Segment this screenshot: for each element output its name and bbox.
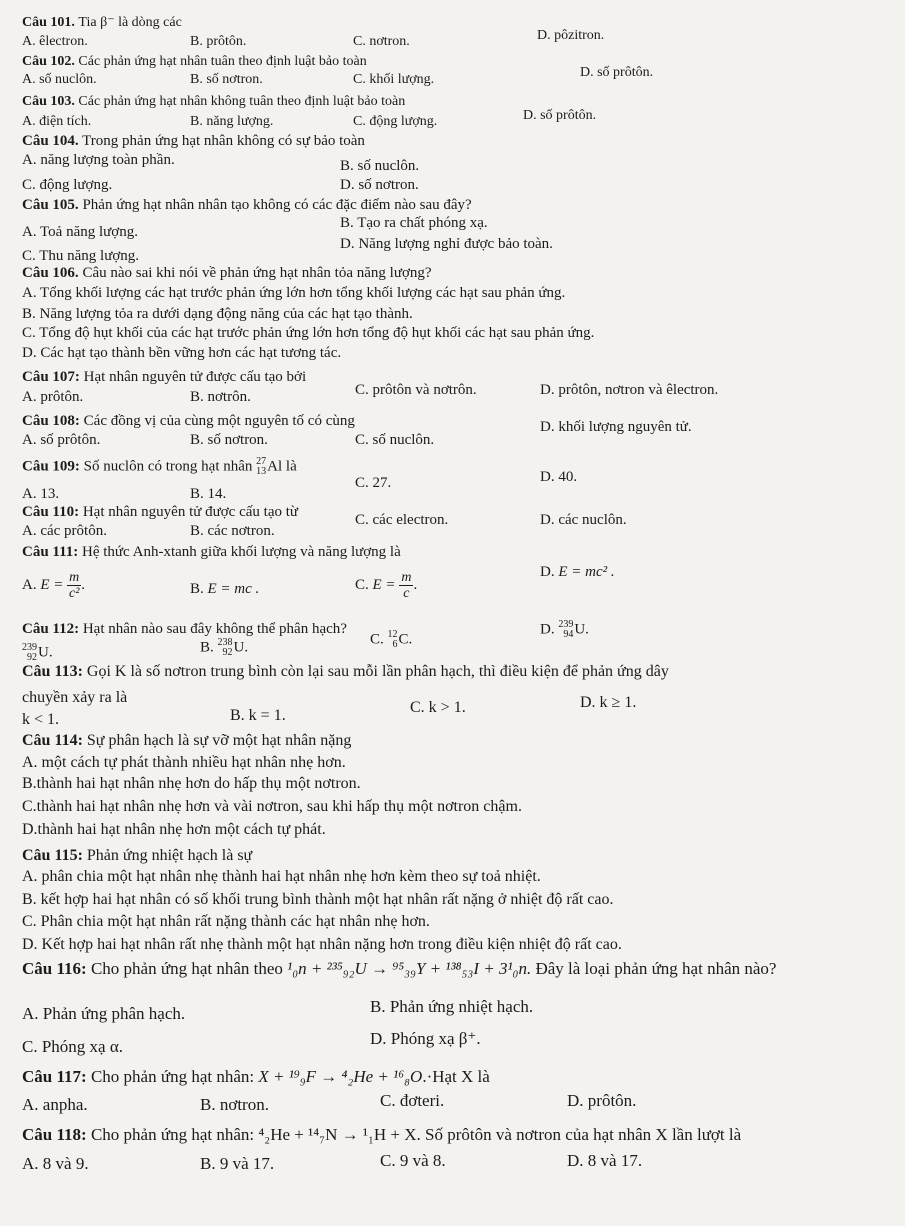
q101-option-d: D. pôzitron. bbox=[537, 28, 605, 43]
q110-option-b: B. các nơtron. bbox=[190, 523, 275, 539]
q115-option-b: B. kết hợp hai hạt nhân có số khối trung bình thành một hạt nhân rất nặng ở nhiệt độ rất cao. bbox=[22, 891, 614, 908]
q114-stem: Câu 114: Sự phân hạch là sự vỡ một hạt nhân nặng bbox=[22, 732, 352, 749]
q101-option-a: A. êlectron. bbox=[22, 34, 88, 49]
q118-equation: ⁴₂He + ¹⁴₇N → ¹₁H + X bbox=[258, 1125, 417, 1144]
q112-stem: Câu 112: Hạt nhân nào sau đây không thể phân hạch? bbox=[22, 621, 347, 637]
q108-stem: Câu 108: Các đồng vị của cùng một nguyên tố có cùng bbox=[22, 413, 355, 429]
q102-option-c: C. khối lượng. bbox=[353, 72, 435, 87]
q113-option-b: B. k = 1. bbox=[230, 707, 286, 724]
q115-option-a: A. phân chia một hạt nhân nhẹ thành hai hạt nhân nhẹ hơn kèm theo sự toả nhiệt. bbox=[22, 868, 541, 885]
q113-stem-line1: Câu 113: Gọi K là số nơtron trung bình còn lại sau mỗi lần phân hạch, thì điều kiện để phản ứng dây bbox=[22, 663, 669, 680]
q109-nuclide: 27 13 Al bbox=[256, 456, 283, 477]
q118-option-b: B. 9 và 17. bbox=[200, 1154, 275, 1173]
q101-option-c: C. nơtron. bbox=[353, 34, 410, 49]
q102-option-b: B. số nơtron. bbox=[190, 72, 263, 87]
q105-option-c: C. Thu năng lượng. bbox=[22, 248, 140, 264]
q109-stem: Câu 109: Số nuclôn có trong hạt nhân 27 13 Al là bbox=[22, 456, 297, 477]
q104-option-a: A. năng lượng toàn phần. bbox=[22, 152, 175, 168]
q111-option-a: A. E = $\frac{m}{\text{c²}}$ . bbox=[22, 570, 86, 601]
q107-stem: Câu 107: Hạt nhân nguyên tử được cấu tạo bởi bbox=[22, 369, 307, 385]
q113-option-c: C. k > 1. bbox=[410, 699, 466, 716]
q116-option-d: D. Phóng xạ β⁺. bbox=[370, 1029, 481, 1048]
q112-option-b: B. 238 92 U. bbox=[200, 637, 249, 658]
q115-option-d: D. Kết hợp hai hạt nhân rất nhẹ thành một hạt nhân nặng hơn trong điều kiện nhiệt độ rất cao. bbox=[22, 936, 622, 953]
q117-equation: X + ¹⁹₉F → ⁴₂He + ¹⁶₈O bbox=[258, 1067, 423, 1086]
q116-equation: ¹₀n + ²³⁵₉₂U → ⁹⁵₃₉Y + ¹³⁸₅₃I + 3¹₀n. bbox=[287, 959, 532, 978]
q105-option-b: B. Tạo ra chất phóng xạ. bbox=[340, 215, 488, 231]
q102-option-a: A. số nuclôn. bbox=[22, 72, 97, 87]
q106-stem: Câu 106. Câu nào sai khi nói về phản ứng hạt nhân tỏa năng lượng? bbox=[22, 265, 432, 281]
q110-option-c: C. các electron. bbox=[355, 512, 449, 528]
q116-option-c: C. Phóng xạ α. bbox=[22, 1037, 123, 1056]
q106-option-c: C. Tổng độ hụt khối của các hạt trước phản ứng lớn hơn tổng độ hụt khối các hạt sau phản ứng. bbox=[22, 325, 595, 341]
q112-option-a: 239 92 U. bbox=[22, 642, 53, 663]
q116-stem: Câu 116: Cho phản ứng hạt nhân theo ¹₀n + ²³⁵₉₂U → ⁹⁵₃₉Y + ¹³⁸₅₃I + 3¹₀n. Đây là loại phản ứng hạt nhân nào? bbox=[22, 959, 777, 978]
q104-option-c: C. động lượng. bbox=[22, 177, 113, 193]
q118-option-a: A. 8 và 9. bbox=[22, 1154, 89, 1173]
q114-option-c: C.thành hai hạt nhân nhẹ hơn và vài nơtron, sau khi hấp thụ một nơtron chậm. bbox=[22, 798, 522, 815]
q110-option-a: A. các prôtôn. bbox=[22, 523, 107, 539]
q116-option-a: A. Phản ứng phân hạch. bbox=[22, 1004, 186, 1023]
q113-option-d: D. k ≥ 1. bbox=[580, 694, 637, 711]
q115-stem: Câu 115: Phản ứng nhiệt hạch là sự bbox=[22, 847, 253, 864]
q103-stem: Câu 103. Các phản ứng hạt nhân không tuân theo định luật bảo toàn bbox=[22, 94, 406, 109]
q104-option-d: D. số nơtron. bbox=[340, 177, 419, 193]
q106-option-a: A. Tổng khối lượng các hạt trước phản ứng lớn hơn tổng khối lượng các hạt sau phản ứng. bbox=[22, 285, 566, 301]
q112-option-d: D. 239 94 U. bbox=[540, 619, 589, 640]
q107-option-b: B. nơtrôn. bbox=[190, 389, 251, 405]
q111-stem: Câu 111: Hệ thức Anh-xtanh giữa khối lượng và năng lượng là bbox=[22, 544, 401, 560]
q117-option-c: C. đơteri. bbox=[380, 1091, 445, 1110]
q109-option-b: B. 14. bbox=[190, 486, 227, 502]
q102-option-d: D. số prôtôn. bbox=[580, 65, 654, 80]
q103-option-a: A. điện tích. bbox=[22, 114, 92, 129]
q110-stem: Câu 110: Hạt nhân nguyên tử được cấu tạo từ bbox=[22, 504, 299, 520]
q109-option-d: D. 40. bbox=[540, 469, 578, 485]
q105-option-d: D. Năng lượng nghỉ được bảo toàn. bbox=[340, 236, 553, 252]
q115-option-c: C. Phân chia một hạt nhân rất nặng thành các hạt nhân nhẹ hơn. bbox=[22, 913, 430, 930]
q101-stem: Câu 101. Tia β⁻ là dòng các bbox=[22, 15, 182, 30]
q107-option-d: D. prôtôn, nơtron và êlectron. bbox=[540, 382, 719, 398]
q103-option-b: B. năng lượng. bbox=[190, 114, 274, 129]
q112-option-c: C. 12 6 C. bbox=[370, 629, 413, 650]
q116-option-b: B. Phản ứng nhiệt hạch. bbox=[370, 997, 534, 1016]
q108-option-b: B. số nơtron. bbox=[190, 432, 268, 448]
q103-option-d: D. số prôtôn. bbox=[523, 108, 597, 123]
q101-option-b: B. prôtôn. bbox=[190, 34, 247, 49]
q105-option-a: A. Toả năng lượng. bbox=[22, 224, 138, 240]
q103-option-c: C. động lượng. bbox=[353, 114, 438, 129]
q111-option-d: D. E = mc² . bbox=[540, 564, 615, 580]
q114-option-a: A. một cách tự phát thành nhiều hạt nhân nhẹ hơn. bbox=[22, 754, 346, 771]
q113-stem-line2: chuyền xảy ra là bbox=[22, 689, 128, 706]
q113-option-a: k < 1. bbox=[22, 711, 60, 728]
q118-option-c: C. 9 và 8. bbox=[380, 1151, 446, 1170]
q111-option-b: B. E = mc . bbox=[190, 581, 260, 597]
q108-option-c: C. số nuclôn. bbox=[355, 432, 435, 448]
q107-option-a: A. prôtôn. bbox=[22, 389, 84, 405]
q104-stem: Câu 104. Trong phản ứng hạt nhân không có sự bảo toàn bbox=[22, 133, 365, 149]
q117-option-b: B. nơtron. bbox=[200, 1095, 269, 1114]
q108-option-d: D. khối lượng nguyên tử. bbox=[540, 419, 692, 435]
q118-option-d: D. 8 và 17. bbox=[567, 1151, 643, 1170]
q106-option-b: B. Năng lượng tỏa ra dưới dạng động năng của các hạt tạo thành. bbox=[22, 306, 413, 322]
q114-option-d: D.thành hai hạt nhân nhẹ hơn một cách tự phát. bbox=[22, 821, 326, 838]
q107-option-c: C. prôtôn và nơtrôn. bbox=[355, 382, 477, 398]
q118-stem: Câu 118: Cho phản ứng hạt nhân: ⁴₂He + ¹⁴₇N → ¹₁H + X. Số prôtôn và nơtron của hạt nhân X lần lượt là bbox=[22, 1125, 742, 1144]
q109-option-a: A. 13. bbox=[22, 486, 60, 502]
q111-c-fraction: $\frac{m}{c}$ bbox=[401, 570, 412, 601]
q114-option-b: B.thành hai hạt nhân nhẹ hơn do hấp thụ một nơtron. bbox=[22, 775, 361, 792]
q117-option-a: A. anpha. bbox=[22, 1095, 88, 1114]
q117-option-d: D. prôtôn. bbox=[567, 1091, 637, 1110]
q111-a-fraction: $\frac{m}{\text{c²}}$ bbox=[68, 570, 80, 601]
q104-option-b: B. số nuclôn. bbox=[340, 158, 420, 174]
q111-option-c: C. E = $\frac{m}{c}$ . bbox=[355, 570, 418, 601]
q102-stem: Câu 102. Các phản ứng hạt nhân tuân theo định luật bảo toàn bbox=[22, 54, 367, 69]
q105-stem: Câu 105. Phản ứng hạt nhân nhân tạo không có các đặc điểm nào sau đây? bbox=[22, 197, 472, 213]
q117-stem: Câu 117: Cho phản ứng hạt nhân: X + ¹⁹₉F → ⁴₂He + ¹⁶₈O.·Hạt X là bbox=[22, 1067, 490, 1086]
q108-option-a: A. số prôtôn. bbox=[22, 432, 101, 448]
q109-option-c: C. 27. bbox=[355, 475, 392, 491]
q106-option-d: D. Các hạt tạo thành bền vững hơn các hạt tương tác. bbox=[22, 345, 342, 361]
q110-option-d: D. các nuclôn. bbox=[540, 512, 627, 528]
